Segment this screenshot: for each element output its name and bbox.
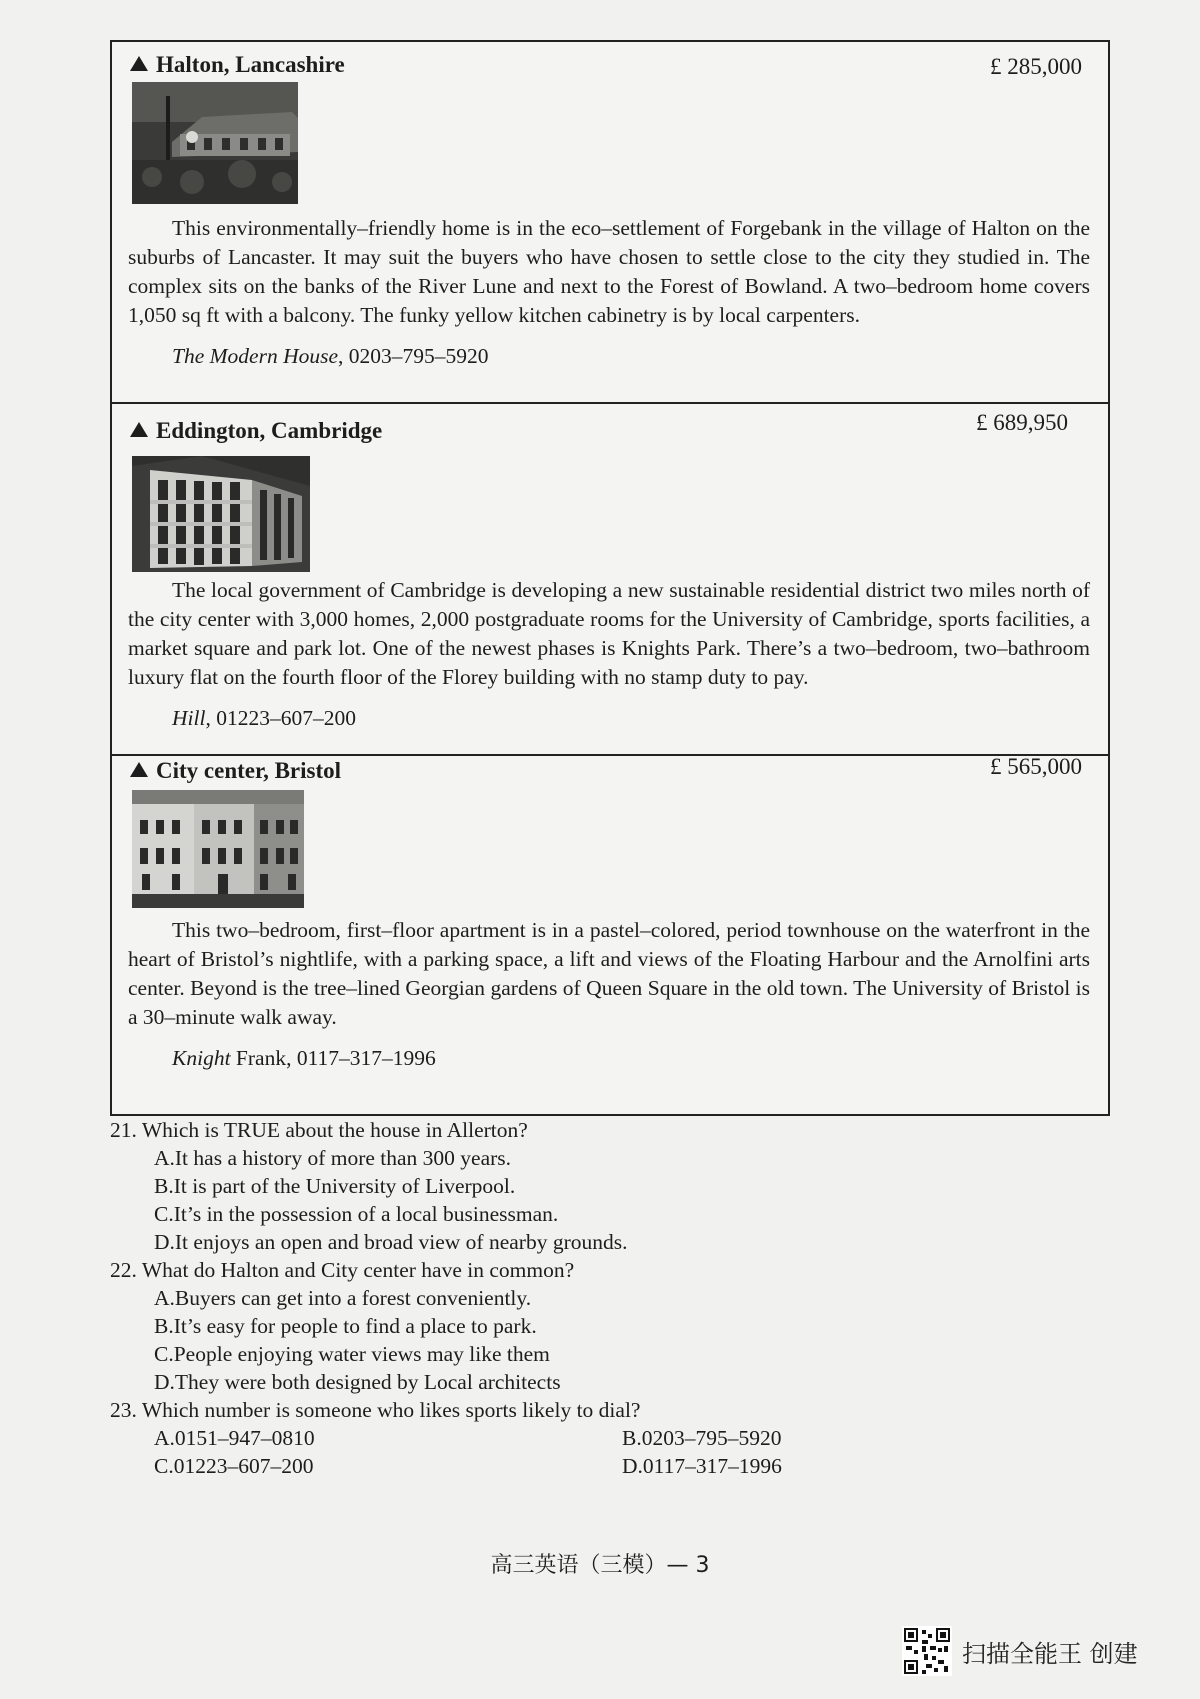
agent-phone: , 01223–607–200 <box>205 706 356 730</box>
question-option: D.0117–317–1996 <box>622 1454 782 1478</box>
listing-place: Halton, Lancashire <box>130 52 345 78</box>
question-stem: 21. Which is TRUE about the house in Allerton? <box>110 1118 528 1142</box>
listing-contact <box>172 344 489 369</box>
agent-name: The Modern House <box>172 344 339 368</box>
question-stem: 23. Which number is someone who likes sports likely to dial? <box>110 1398 641 1422</box>
agent-name: Hill <box>172 706 206 730</box>
agent-phone: Frank, 0117–317–1996 <box>230 1046 436 1070</box>
listing-contact <box>172 1046 436 1071</box>
listing-description: The local government of Cambridge is developing a new sustainable residential district two miles north of the city center with 3,000 homes, 2,000 postgraduate rooms for the University of Cambridge, sports facilities, a market square and park lot. One of the newest phases is Knights Park. There’s a two–bedroom, two–bathroom luxury flat on the fourth floor of the Florey building with no stamp duty to pay. <box>128 578 1090 689</box>
triangle-icon <box>130 56 148 71</box>
question-option: B.0203–795–5920 <box>622 1426 782 1450</box>
listing-price: £ 689,950 <box>976 410 1068 435</box>
watermark-text: 扫描全能王 创建 <box>962 1639 1138 1668</box>
listing-description: This environmentally–friendly home is in the eco–settlement of Forgebank in the village of Halton on the suburbs of Lancaster. It may suit the buyers who have chosen to settle close to the city they studied in. The complex sits on the banks of the River Lune and next to the Forest of Bowland. A two–bedroom home covers 1,050 sq ft with a balcony. The funky yellow kitchen cabinetry is by local carpenters. <box>128 216 1090 327</box>
building-photo <box>132 456 310 572</box>
question-option: C.People enjoying water views may like them <box>154 1342 550 1366</box>
listing-contact <box>172 706 356 731</box>
question-option: A.0151–947–0810 <box>154 1426 315 1450</box>
house-photo <box>132 82 298 204</box>
listing-description: This two–bedroom, first–floor apartment is in a pastel–colored, period townhouse on the waterfront in the heart of Bristol’s nightlife, with a parking space, a lift and views of the Floating Harbour and the Arnolfini arts center. Beyond is the tree–lined Georgian gardens of Queen Square in the old town. The University of Bristol is a 30–minute walk away. <box>128 918 1090 1029</box>
question-option: C.01223–607–200 <box>154 1454 314 1478</box>
question-option: B.It is part of the University of Liverpool. <box>154 1174 516 1198</box>
question-option: A.It has a history of more than 300 years. <box>154 1146 512 1170</box>
listing-place: Eddington, Cambridge <box>130 418 382 444</box>
triangle-icon <box>130 422 148 437</box>
question-stem: 22. What do Halton and City center have in common? <box>110 1258 575 1282</box>
listing-eddington <box>112 404 1108 756</box>
property-listings <box>110 40 1110 1116</box>
listing-bristol <box>112 756 1108 1116</box>
agent-phone: , 0203–795–5920 <box>338 344 489 368</box>
question-option: C.It’s in the possession of a local businessman. <box>154 1202 559 1226</box>
townhouse-photo <box>132 790 304 908</box>
listing-price: £ 285,000 <box>990 54 1082 79</box>
scanner-watermark <box>902 1626 1138 1676</box>
listing-price: £ 565,000 <box>990 754 1082 779</box>
listing-place: City center, Bristol <box>130 758 341 784</box>
agent-name: Knight <box>172 1046 231 1070</box>
question-option: D.They were both designed by Local architects <box>154 1370 561 1394</box>
question-option: D.It enjoys an open and broad view of nearby grounds. <box>154 1230 628 1254</box>
question-option: A.Buyers can get into a forest conveniently. <box>154 1286 532 1310</box>
page-footer: 高三英语（三模）— 3 <box>490 1553 710 1578</box>
listing-halton <box>112 42 1108 404</box>
triangle-icon <box>130 762 148 777</box>
question-option: B.It’s easy for people to find a place to park. <box>154 1314 537 1338</box>
qr-code-icon <box>902 1626 952 1676</box>
